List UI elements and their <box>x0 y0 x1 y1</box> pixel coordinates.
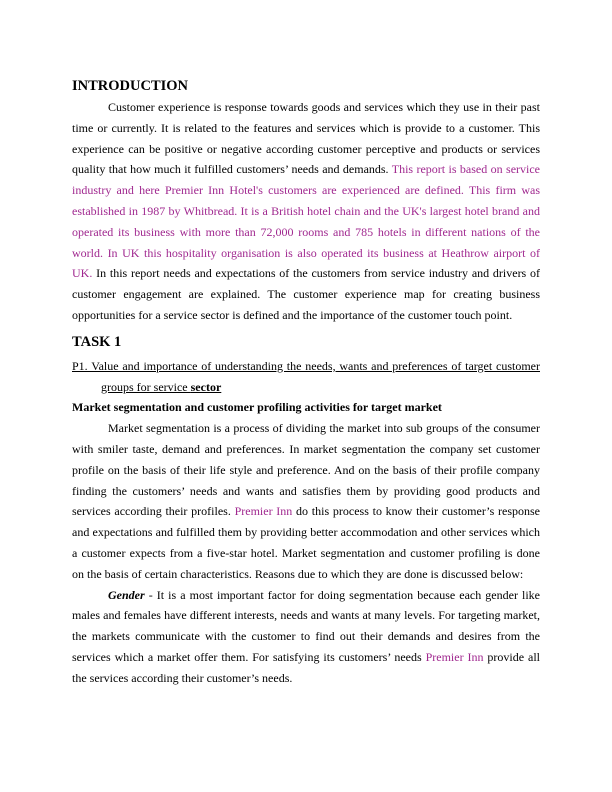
premier-inn-highlight: Premier Inn <box>425 649 484 664</box>
para-text: Market segmentation is a process of dividing the market into sub groups of the consumer with smiler taste, demand and preferences. In market segmentation the company set customer profile on the basis of their life style and preference. And on the basis of their profile company finding the customers’ needs and wants and satisfies them by providing good products and services according their profiles. <box>72 421 540 519</box>
gender-label: Gender <box>108 587 145 602</box>
gender-text-end: provide all the services according their customer’s needs. <box>72 649 540 685</box>
intro-text-end: In this report needs and expectations of the customers from service industry and drivers of customer engagement are explained. The customer experience map for creating business opportunities for a service sector is defined and the importance of the customer touch point. <box>72 266 540 322</box>
intro-text: Customer experience is response towards goods and services which they use in their past time or currently. It is related to the features and services which is provide to a customer. This experience can be positive or negative according customer perceptive and products or services quality that how much it fulfilled customers’ needs and demands. <box>72 100 540 177</box>
introduction-paragraph <box>72 97 540 326</box>
document-page <box>72 76 540 689</box>
market-segmentation-paragraph <box>72 418 540 584</box>
p1-heading-text: P1. Value and importance of understanding the needs, wants and preferences of target customer groups for service <box>72 358 540 394</box>
task1-heading: TASK 1 <box>72 333 122 350</box>
introduction-heading: INTRODUCTION <box>72 78 189 94</box>
gender-paragraph <box>72 585 540 689</box>
premier-inn-highlight: Premier Inn <box>234 504 293 519</box>
p1-heading-bold: sector <box>190 379 222 394</box>
market-segmentation-subheading: Market segmentation and customer profiling activities for target market <box>72 400 442 415</box>
gender-text: - It is a most important factor for doing segmentation because each gender like males and females have different interests, needs and wants at many levels. For targeting market, the markets communicate with the customer to find out their demands and desires from the services which a market offer them. For satisfying its customers’ needs <box>72 587 540 664</box>
para-text-end: do this process to know their customer’s response and expectations and fulfilled them by providing better accommodation and other services which a customer expects from a five-star hotel. Market segmentation and customer profiling is done on the basis of certain characteristics. Reasons due to which they are done is discussed below: <box>72 504 540 581</box>
intro-highlighted-text: This report is based on service industry and here Premier Inn Hotel's customers are experienced are defined. This firm was established in 1987 by Whitbread. It is a British hotel chain and the UK's largest hotel brand and operated its business with more than 72,000 rooms and 785 hotels in different nations of the world. In UK this hospitality organisation is also operated its business at Heathrow airport of UK. <box>72 162 540 281</box>
p1-heading <box>72 356 540 398</box>
